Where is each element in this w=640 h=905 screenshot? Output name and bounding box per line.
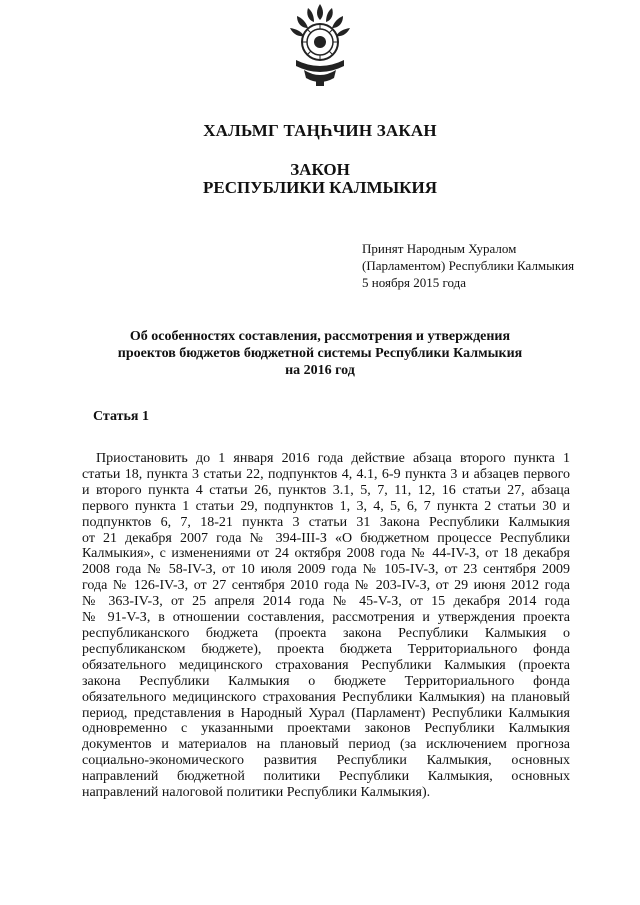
body-line: от 21 декабря 2007 года № 394-III-З «О бюджетном процессе Республики (82, 530, 570, 546)
body-line: направлений бюджетной политики Республики Калмыкия, основных (82, 769, 570, 785)
coat-of-arms-emblem (286, 2, 354, 88)
adoption-date: 5 ноября 2015 года (362, 275, 467, 290)
body-line: первого пункта 1 статьи 29, подпунктов 1, 3, 4, 5, 6, 7 пункта 2 статьи 30 и (82, 498, 570, 514)
body-line: № 91-V-З, в отношении составления, рассмотрения и утверждения проекта (82, 610, 570, 626)
body-line: № 363-IV-З, от 25 апреля 2014 года № 45-V-З, от 15 декабря 2014 года (82, 594, 570, 610)
title-republic: РЕСПУБЛИКИ КАЛМЫКИЯ (202, 178, 438, 197)
subject-line: проектов бюджетов бюджетной системы Республики Калмыкия (117, 346, 523, 361)
adoption-line: (Парламентом) Республики Калмыкия (362, 258, 575, 273)
body-line: документов и материалов на плановый период (за исключением прогноза (82, 737, 570, 753)
body-line: подпунктов 6, 7, 18-21 пункта 3 статьи 31 Закона Республики Калмыкия (82, 514, 570, 530)
body-line: одновременно с указанными проектами законов Республики Калмыкия (82, 721, 570, 737)
body-line: Приостановить до 1 января 2016 года действие абзаца второго пункта 1 (96, 451, 570, 466)
body-line: обязательного медицинского страхования Республики Калмыкия) на плановый (82, 689, 570, 705)
subject-line: на 2016 год (285, 363, 355, 378)
law-subject-title (60, 328, 580, 379)
body-line: республиканского бюджета (проекта закона Республики Калмыкия о (82, 625, 570, 641)
body-line: закона Республики Калмыкия о бюджете Территориального фонда (82, 673, 570, 689)
body-line: 2008 года № 58-IV-З, от 10 июля 2009 года № 105-IV-З, от 23 сентября 2009 (82, 562, 570, 578)
body-line: обязательного медицинского страхования Республики Калмыкия (проекта (82, 657, 570, 673)
article-body (82, 451, 570, 801)
body-line: и второго пункта 4 статьи 26, пунктов 3.1, 5, 7, 11, 12, 16 статьи 27, абзаца (82, 482, 570, 498)
title-law: ЗАКОН (290, 160, 350, 179)
body-line: направлений налоговой политики Республики Калмыкия). (82, 785, 431, 801)
adoption-line: Принят Народным Хуралом (362, 241, 517, 256)
body-line: статьи 18, пункта 3 статьи 22, подпунктов 4, 4.1, 6-9 пункта 3 и абзацев первого (82, 466, 570, 482)
body-line: республиканском бюджете), проекта бюджета Территориального фонда (82, 641, 570, 657)
body-line: года № 126-IV-З, от 27 сентября 2010 года № 203-IV-З, от 29 июня 2012 года (82, 578, 570, 594)
body-line: период, представления в Народный Хурал (Парламент) Республики Калмыкия (82, 705, 570, 721)
article-heading: Статья 1 (93, 409, 149, 424)
title-kalmyk: ХАЛЬМГ ТАҢҺЧИН ЗАКАН (203, 121, 437, 140)
subject-line: Об особенностях составления, рассмотрения и утверждения (129, 329, 511, 344)
adoption-note (362, 240, 574, 291)
body-line: Калмыкия», с изменениями от 24 октября 2008 года № 44-IV-З, от 18 декабря (82, 546, 570, 562)
body-line: социально-экономического развития Республики Калмыкия, основных (82, 753, 570, 769)
